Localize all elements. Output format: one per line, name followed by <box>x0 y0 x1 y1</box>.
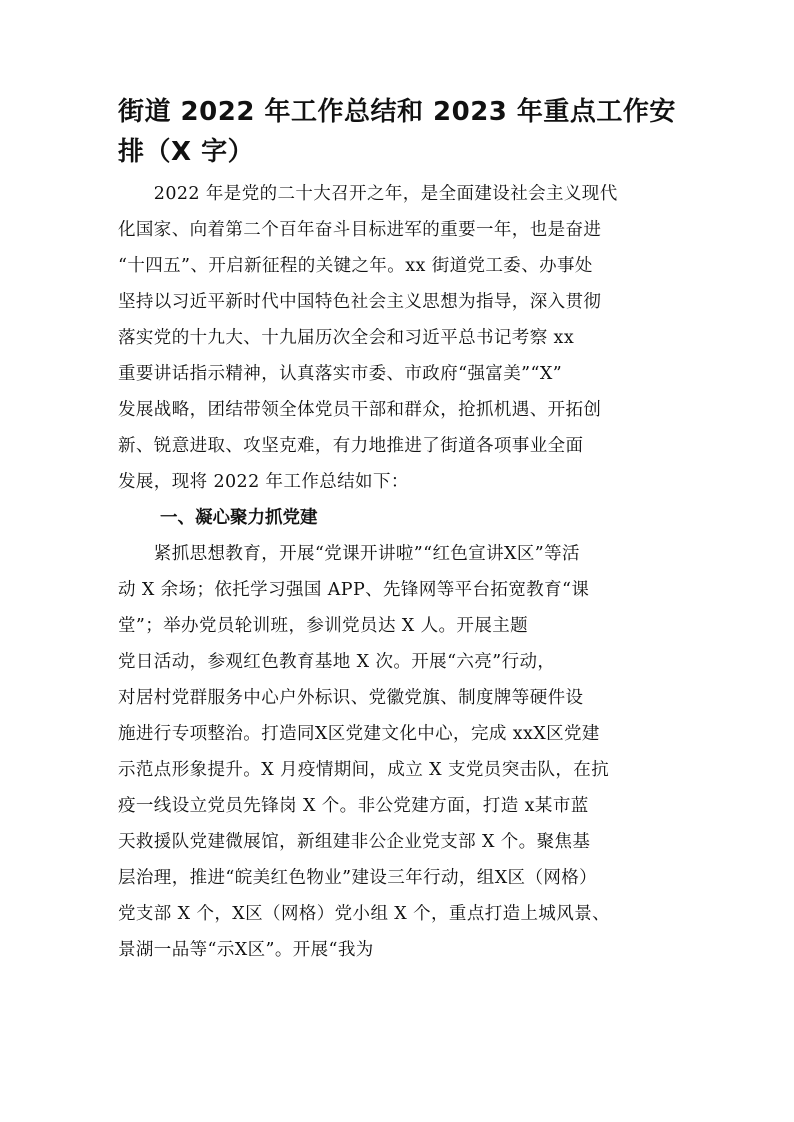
body-line: 景湖一品等“示X区”。开展“我为 <box>118 940 374 960</box>
body-line: 对居村党群服务中心户外标识、党徽党旗、制度牌等硬件设 <box>118 688 584 708</box>
body-line: 层治理，推进“皖美红色物业”建设三年行动，组X区（网格） <box>118 868 598 888</box>
intro-line: 化国家、向着第二个百年奋斗目标进军的重要一年，也是奋进 <box>118 220 602 240</box>
intro-line: 发展，现将 2022 年工作总结如下： <box>118 472 409 492</box>
body-line: 天救援队党建微展馆，新组建非公企业党支部 X 个。聚焦基 <box>118 832 591 852</box>
body-line: 党日活动，参观红色教育基地 X 次。开展“六亮”行动， <box>118 652 556 672</box>
intro-line: “十四五”、开启新征程的关键之年。xx 街道党工委、办事处 <box>118 256 593 276</box>
body-line: 党支部 X 个，X区（网格）党小组 X 个，重点打造上城风景、 <box>118 904 611 924</box>
intro-line: 落实党的十九大、十九届历次全会和习近平总书记考察 xx <box>118 328 575 348</box>
title-line-1: 街道 2022 年工作总结和 2023 年重点工作安 <box>118 97 676 127</box>
intro-line: 新、锐意进取、攻坚克难，有力地推进了街道各项事业全面 <box>118 436 584 456</box>
body-line: 施进行专项整治。打造同X区党建文化中心，完成 xxX区党建 <box>118 724 600 744</box>
body-line: 堂”；举办党员轮训班，参训党员达 X 人。开展主题 <box>118 616 529 636</box>
body-line: 紧抓思想教育，开展“党课开讲啦”“红色宣讲X区”等活 <box>118 544 580 564</box>
title-line-2: 排（X 字） <box>118 137 255 167</box>
section-heading: 一、凝心聚力抓党建 <box>160 508 318 528</box>
body-line: 动 X 余场；依托学习强国 APP、先锋网等平台拓宽教育“课 <box>118 580 590 600</box>
intro-line: 坚持以习近平新时代中国特色社会主义思想为指导，深入贯彻 <box>118 292 602 312</box>
intro-line: 2022 年是党的二十大召开之年，是全面建设社会主义现代 <box>118 184 618 204</box>
page-title <box>118 92 698 172</box>
intro-line: 重要讲话指示精神，认真落实市委、市政府“强富美”“X” <box>118 364 563 384</box>
body-line: 疫一线设立党员先锋岗 X 个。非公党建方面，打造 x某市蓝 <box>118 796 589 816</box>
body-line: 示范点形象提升。X 月疫情期间，成立 X 支党员突击队，在抗 <box>118 760 610 780</box>
intro-line: 发展战略，团结带领全体党员干部和群众，抢抓机遇、开拓创 <box>118 400 602 420</box>
